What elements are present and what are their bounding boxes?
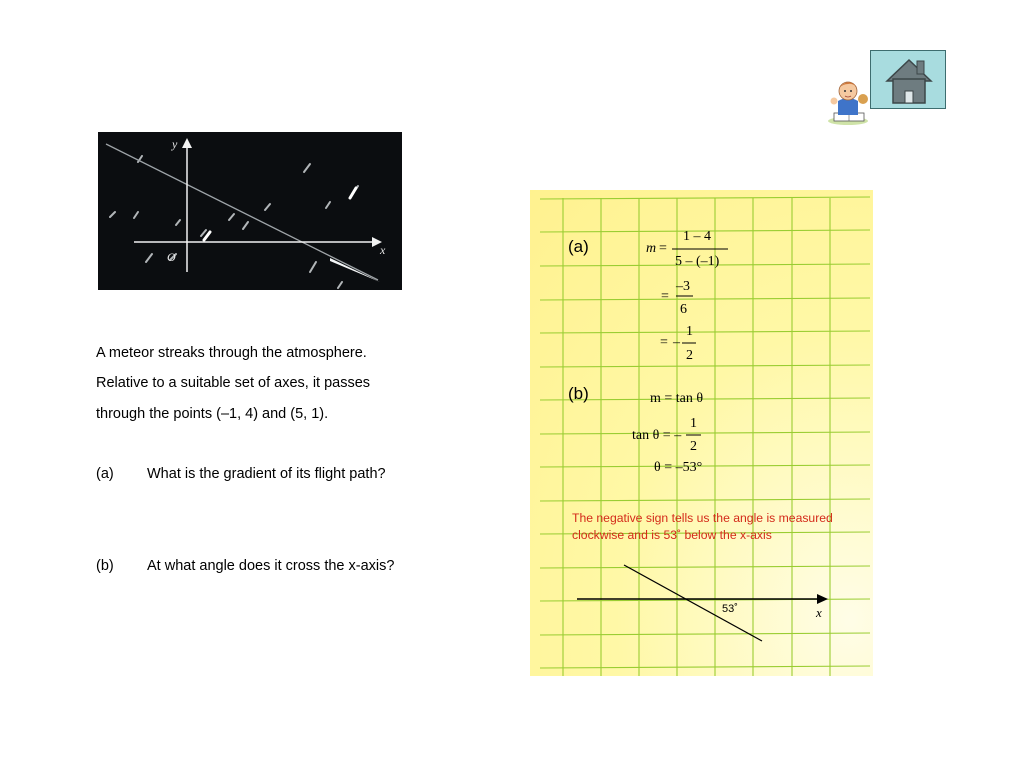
fraction-2-numerator: –3 bbox=[676, 279, 690, 294]
kid-reading-clipart bbox=[826, 75, 878, 127]
fraction-1-denominator: 5 – (–1) bbox=[675, 254, 720, 269]
minus-sign-1: – bbox=[673, 335, 680, 350]
home-button[interactable] bbox=[870, 50, 946, 109]
diagram-x-label: x bbox=[816, 605, 822, 620]
question-line-2: Relative to a suitable set of axes, it passes bbox=[96, 375, 371, 391]
fraction-1-numerator: 1 – 4 bbox=[683, 229, 711, 244]
photo-x-label: x bbox=[380, 243, 386, 257]
home-icon bbox=[871, 51, 947, 110]
fraction-3-numerator: 1 bbox=[686, 324, 693, 339]
tan-relation: m = tan θ bbox=[650, 391, 704, 406]
photo-origin-label: O bbox=[167, 250, 176, 264]
photo-y-label: y bbox=[172, 137, 178, 151]
part-b-question: At what angle does it cross the x-axis? bbox=[147, 558, 395, 574]
solution-part-b-label: (b) bbox=[568, 384, 589, 403]
angle-result: θ = –53° bbox=[654, 460, 703, 475]
part-b-label: (b) bbox=[96, 558, 114, 574]
worked-solution-panel bbox=[530, 190, 873, 676]
question-line-1: A meteor streaks through the atmosphere. bbox=[96, 345, 367, 361]
equals-1: = bbox=[659, 241, 667, 256]
part-a-label: (a) bbox=[96, 466, 114, 482]
tan-equation-lhs: tan θ = – bbox=[632, 428, 682, 443]
fraction-4-numerator: 1 bbox=[690, 416, 697, 431]
fraction-3-denominator: 2 bbox=[686, 348, 693, 363]
equals-3: = bbox=[660, 335, 668, 350]
question-line-3: through the points (–1, 4) and (5, 1). bbox=[96, 406, 329, 422]
part-a-question: What is the gradient of its flight path? bbox=[147, 466, 386, 482]
angle-label: 53˚ bbox=[722, 603, 738, 615]
equals-2: = bbox=[661, 289, 669, 304]
fraction-4-denominator: 2 bbox=[690, 439, 697, 454]
solution-part-a-label: (a) bbox=[568, 237, 589, 256]
explanation-note: The negative sign tells us the angle is measured clockwise and is 53˚ below the x-axis bbox=[572, 511, 833, 542]
gradient-symbol: m bbox=[646, 241, 657, 256]
meteor-photo bbox=[98, 132, 402, 290]
fraction-2-denominator: 6 bbox=[680, 302, 687, 317]
